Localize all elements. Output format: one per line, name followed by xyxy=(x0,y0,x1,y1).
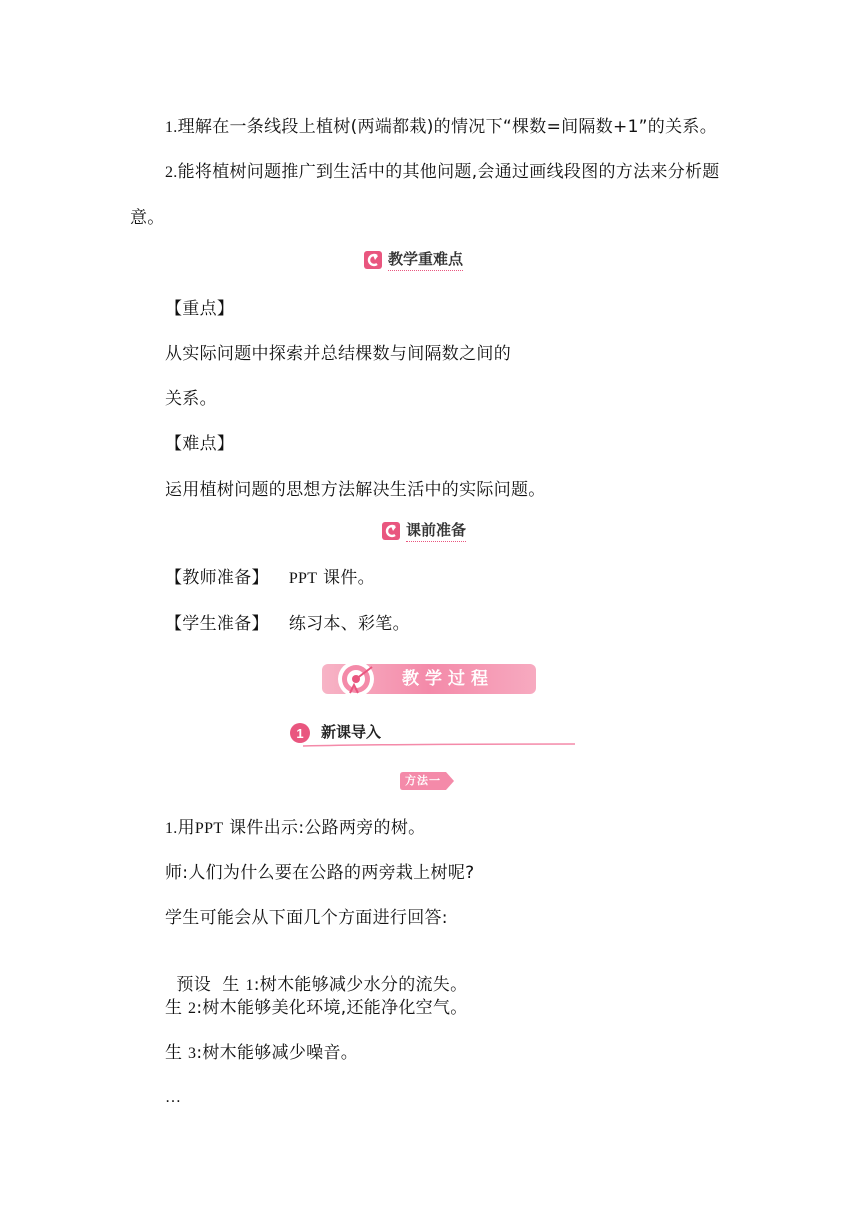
student-preparation-label: 【学生准备】 xyxy=(165,614,269,634)
key-points-heading-text: 教学重难点 xyxy=(388,249,463,271)
preparation-heading-text: 课前准备 xyxy=(406,520,466,542)
method-tag: 方法一 xyxy=(405,774,441,787)
student-preparation-value: 练习本、彩笔。 xyxy=(288,614,410,634)
focus-text: 从实际问题中探索并总结棵数与间隔数之间的 xyxy=(165,344,511,364)
process-line-2: 师:人们为什么要在公路的两旁栽上树呢? xyxy=(165,863,475,883)
student-preparation xyxy=(165,613,410,635)
process-line-ellipsis: … xyxy=(165,1089,182,1106)
teacher-preparation-label: 【教师准备】 xyxy=(165,568,269,588)
key-points-heading xyxy=(364,246,463,274)
focus-label: 【重点】 xyxy=(165,299,235,319)
preparation-heading xyxy=(382,517,466,545)
process-line-4: 预设 生 1:树木能够减少水分的流失。 xyxy=(176,975,468,995)
target-icon xyxy=(336,659,376,699)
process-line-3: 学生可能会从下面几个方面进行回答: xyxy=(165,908,448,928)
process-banner-text: 教学过程 xyxy=(402,669,494,689)
objective-2-text: 能将植树问题推广到生活中的其他问题,会通过画线段图的方法来分析题 xyxy=(177,162,720,182)
objective-1 xyxy=(165,116,717,139)
bookmark-arrow-icon xyxy=(364,251,382,269)
section-title: 新课导入 xyxy=(321,723,382,741)
process-banner xyxy=(322,664,536,694)
teacher-preparation-value: 课件。 xyxy=(323,568,375,588)
process-line-1: 1.用PPT 课件出示:公路两旁的树。 xyxy=(165,818,426,838)
objective-1-number: 1. xyxy=(165,119,178,136)
difficulty-text: 运用植树问题的思想方法解决生活中的实际问题。 xyxy=(165,480,546,500)
teacher-preparation-value-latin: PPT xyxy=(288,570,318,587)
bookmark-arrow-icon xyxy=(382,522,400,540)
process-line-5: 生 2:树木能够美化环境,还能净化空气。 xyxy=(165,998,468,1018)
focus-text-continued: 关系。 xyxy=(165,389,217,409)
objective-2-number: 2. xyxy=(165,164,178,181)
objective-2 xyxy=(165,161,720,184)
teacher-preparation xyxy=(165,567,375,590)
process-line-6: 生 3:树木能够减少噪音。 xyxy=(165,1043,359,1063)
objective-2-continued: 意。 xyxy=(130,208,165,228)
objective-1-text: 理解在一条线段上植树(两端都栽)的情况下“棵数=间隔数+1”的关系。 xyxy=(177,117,717,137)
section-number: 1 xyxy=(296,726,304,741)
difficulty-label: 【难点】 xyxy=(165,434,235,454)
